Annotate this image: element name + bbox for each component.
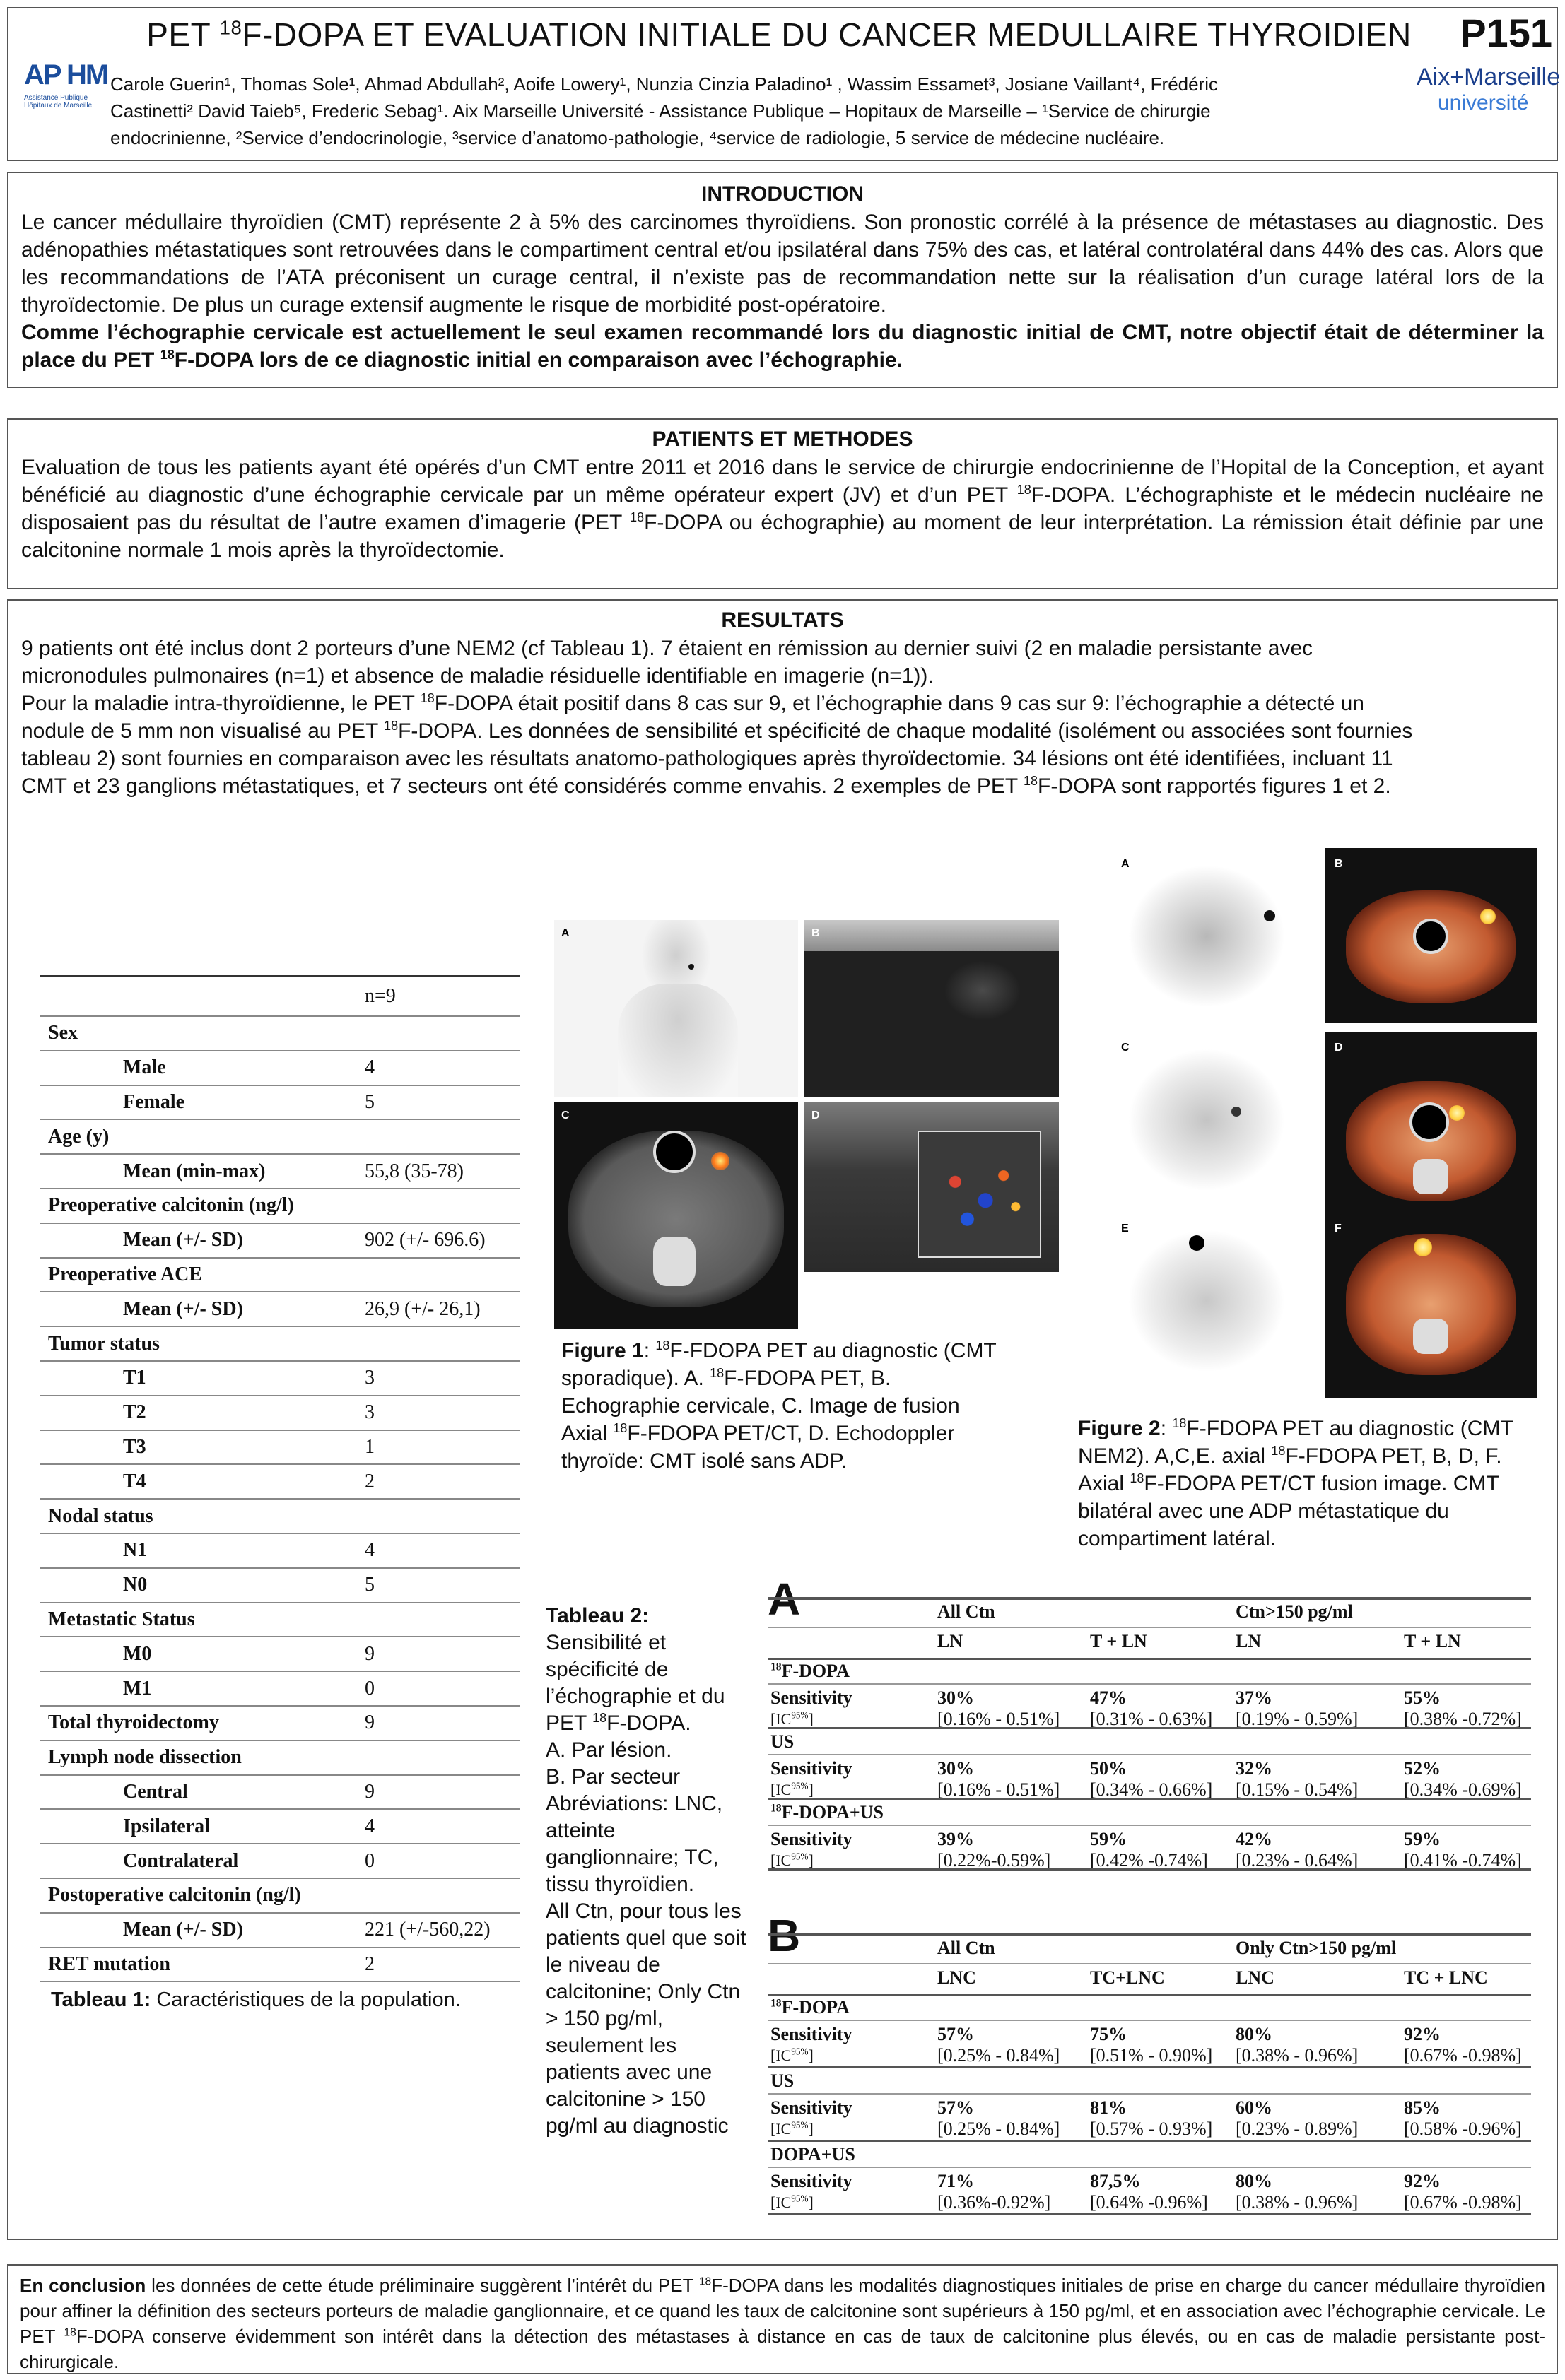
ci-value: [0.64% -0.96%] (1090, 2192, 1208, 2213)
table-row (40, 1637, 520, 1672)
figure-2-panel-e-pet (1111, 1213, 1302, 1389)
ci-value: [0.36%-0.92%] (937, 2192, 1051, 2213)
modality-label: US (770, 1731, 795, 1752)
conclusion-section: En conclusion les données de cette étude préliminaire suggèrent l’intérêt du PET $^{18}$F-DOPA dans les modalités diagnostiques initiales de prise en charge du cancer médullaire thyroïdien pour affiner la définition des secteurs porteurs de maladie ganglionnaire, et ce quand les taux de calcitonine sont supérieurs à 150 pg/ml, et en association avec l’échographie cervicale. Le PET $^{18}$F-DOPA conserve évidemment son intérêt dans la détection des métastases à distance en cas de taux de calcitonine plus élevés, ou en cas de maladie persistante post-chirurgicale. (7, 2264, 1558, 2374)
ci-value: [0.15% - 0.54%] (1236, 1779, 1359, 1800)
results-paragraph: 9 patients ont été inclus dont 2 porteurs d’une NEM2 (cf Tableau 1). 7 étaient en rémission au dernier suivi (2 en maladie persistante avec micronodules pulmonaires (n=1) et absence de maladie résiduelle identifiable en imagerie (n=1)). Pour la maladie intra-thyroïdienne, le PET $^{18}$F-DOPA était positif dans 8 cas sur 9, et l’échographie dans 9 cas sur 9: l’échographie a détecté un nodule de 5 mm non visualisé au PET $^{18}$F-DOPA. Les données de sensibilité et spécificité de chaque modalité (isolément ou associées sont fournies tableau 2) sont fournies en comparaison avec les résultats anatomo-pathologiques après thyroïdectomie. 34 lésions ont été identifiées, incluant 11 CMT et 23 ganglions métastatiques, et 7 secteurs ont été considérés comme envahis. 2 exemples de PET $^{18}$F-DOPA sont rapportés figures 1 et 2. (21, 637, 1413, 798)
row-value: 4 (365, 1056, 375, 1079)
conclusion-label: En conclusion (20, 2275, 146, 2296)
row-label: Metastatic Status (48, 1608, 195, 1630)
poster-id: P151 (1460, 11, 1552, 55)
row-label: Preoperative ACE (48, 1263, 202, 1285)
panel-label-a: A (1121, 858, 1130, 870)
methods-title: PATIENTS ET METHODES (652, 428, 913, 451)
row-value: 5 (365, 1090, 375, 1113)
sensitivity-value: 80% (1236, 2171, 1272, 2191)
table-letter: B (768, 1910, 801, 1961)
group-header: Only Ctn>150 pg/ml (1236, 1938, 1397, 1958)
ci-value: [0.67% -0.98%] (1404, 2192, 1522, 2213)
modality-label: $^{18}$F-DOPA (770, 1997, 850, 2017)
caption-line: A. Par lésion. (546, 1738, 672, 1762)
sensitivity-value: 37% (1236, 1687, 1272, 1708)
sensitivity-value: 50% (1090, 1758, 1127, 1779)
row-value: 3 (365, 1367, 375, 1389)
ci-value: [0.19% - 0.59%] (1236, 1709, 1359, 1729)
table-row (40, 1189, 520, 1224)
panel-label-b: B (811, 927, 820, 939)
table-row (40, 1327, 520, 1362)
row-value: 3 (365, 1401, 375, 1424)
panel-label-d: D (811, 1109, 820, 1121)
caption-line: tissu thyroïdien. (546, 1873, 695, 1896)
group-header: All Ctn (937, 1601, 995, 1622)
modality-label: $^{18}$F-DOPA+US (770, 1802, 884, 1822)
table-letter: A (768, 1574, 801, 1625)
figure-2-panel-a-pet (1111, 848, 1302, 1025)
table-row (40, 1948, 520, 1983)
row-label: Mean (+/- SD) (123, 1297, 243, 1320)
row-label: Mean (+/- SD) (123, 1229, 243, 1251)
row-label: Lymph node dissection (48, 1746, 242, 1769)
ci-value: [0.16% - 0.51%] (937, 1779, 1060, 1800)
caption-label: Tableau 2: (546, 1604, 650, 1627)
table-row (40, 1810, 520, 1844)
sensitivity-value: 52% (1404, 1758, 1441, 1779)
row-value: 0 (365, 1849, 375, 1872)
figure-2-panel-f-fusion (1325, 1213, 1537, 1398)
table-2a-by-lesion (768, 1574, 1531, 1873)
row-value: 9 (365, 1712, 375, 1734)
ci-value: [0.34% - 0.66%] (1090, 1779, 1213, 1800)
sensitivity-value: 59% (1090, 1829, 1127, 1849)
row-label: Preoperative calcitonin (ng/l) (48, 1194, 294, 1217)
methods-paragraph: Evaluation de tous les patients ayant été opérés d’un CMT entre 2011 et 2016 dans le service de chirurgie endocrinienne de l’Hopital de la Conception, et ayant bénéficié au diagnostic d’une échographie cervicale par un même opérateur expert (JV) et d’un PET $^{18}$F-DOPA. L’échographiste et le médecin nucléaire ne disposaient pas du résultat de l’autre examen d’imagerie (PET $^{18}$F-DOPA ou échographie) au moment de leur interprétation. La rémission était définie par une calcitonine normale 1 mois après la thyroïdectomie. (21, 456, 1544, 562)
authors-line: Castinetti² David Taieb⁵, Frederic Sebag¹. Aix Marseille Université - Assistance Publique – Hopitaux de Marseille – ¹Service de chirurgie (110, 100, 1211, 122)
table-row (40, 1776, 520, 1810)
caption-line: patients quel que soit (546, 1926, 746, 1950)
table-row (40, 1017, 520, 1051)
methods-section (7, 418, 1558, 589)
row-label: Total thyroidectomy (48, 1712, 219, 1734)
introduction-title: INTRODUCTION (701, 182, 864, 206)
row-value: 4 (365, 1539, 375, 1562)
row-label: Sex (48, 1022, 78, 1044)
ci-value: [0.41% -0.74%] (1404, 1850, 1522, 1871)
introduction-objective: Comme l’échographie cervicale est actuellement le seul examen recommandé lors du diagnostic initial de CMT, notre objectif était de déterminer la place du PET $^{18}$F-DOPA lors de ce diagnostic initial en comparaison avec l’échographie. (21, 321, 1544, 372)
table-1-population (40, 975, 520, 1982)
row-label: N0 (123, 1574, 148, 1596)
caption-line: patients avec une (546, 2061, 713, 2084)
table-2b-by-sector (768, 1910, 1531, 2223)
sensitivity-value: 32% (1236, 1758, 1272, 1779)
figure-2-panel-c-pet (1111, 1032, 1302, 1208)
caption-line: Axial $^{18}$F-FDOPA PET/CT fusion image. CMT (1078, 1471, 1499, 1495)
column-header: LNC (1236, 1967, 1274, 1988)
ci-value: [0.23% - 0.64%] (1236, 1850, 1359, 1871)
sensitivity-value: 47% (1090, 1687, 1127, 1708)
caption-line: Sensibilité et (546, 1631, 667, 1654)
caption-line: Echographie cervicale, C. Image de fusion (561, 1394, 960, 1418)
ci-value: [0.38% - 0.96%] (1236, 2045, 1359, 2066)
ci-value: [0.38% - 0.96%] (1236, 2192, 1359, 2213)
caption-line: spécificité de (546, 1658, 669, 1681)
table-row (40, 1396, 520, 1431)
caption-line: l’échographie et du (546, 1685, 725, 1708)
column-header: TC+LNC (1090, 1967, 1165, 1988)
caption-line: thyroïde: CMT isolé sans ADP. (561, 1449, 848, 1473)
row-value: 1 (365, 1435, 375, 1458)
row-label: M0 (123, 1642, 152, 1665)
poster-header (7, 7, 1561, 161)
sensitivity-value: 30% (937, 1758, 974, 1779)
sensitivity-value: 92% (1404, 2171, 1441, 2191)
row-value: 26,9 (+/- 26,1) (365, 1297, 481, 1320)
row-label: T2 (123, 1401, 146, 1424)
table-row (40, 1844, 520, 1879)
row-value: 55,8 (35-78) (365, 1160, 464, 1182)
sensitivity-value: 59% (1404, 1829, 1441, 1849)
table-row (40, 1879, 520, 1914)
panel-label-d: D (1335, 1042, 1343, 1054)
authors-line: Carole Guerin¹, Thomas Sole¹, Ahmad Abdullah², Aoife Lowery¹, Nunzia Cinzia Paladino¹ , Wassim Essamet³, Josiane Vaillant⁴, Frédéric (110, 73, 1219, 95)
ci-value: [0.67% -0.98%] (1404, 2045, 1522, 2066)
ci-label: $[IC^{95\%}]$ (770, 2193, 814, 2211)
ci-value: [0.23% - 0.89%] (1236, 2119, 1359, 2139)
table-header-row: n=9 (40, 977, 520, 1017)
row-label: Mean (+/- SD) (123, 1919, 243, 1941)
table-row (40, 1672, 520, 1707)
caption-line: PET $^{18}$F-DOPA. (546, 1711, 691, 1735)
sensitivity-value: 71% (937, 2171, 974, 2191)
sensitivity-value: 30% (937, 1687, 974, 1708)
sensitivity-label: Sensitivity (770, 1687, 852, 1708)
sensitivity-label: Sensitivity (770, 2024, 852, 2044)
figure-1-panel-c-fusion (554, 1102, 798, 1329)
ci-value: [0.42% -0.74%] (1090, 1850, 1208, 1871)
row-value: 5 (365, 1574, 375, 1596)
results-title: RESULTATS (721, 608, 844, 632)
row-label: Contralateral (123, 1849, 239, 1872)
row-label: Postoperative calcitonin (ng/l) (48, 1884, 301, 1907)
sensitivity-label: Sensitivity (770, 2171, 852, 2191)
ci-label: $[IC^{95\%}]$ (770, 2046, 814, 2064)
aphm-logo: AP HM Assistance Publique Hôpitaux de Marseille (24, 59, 108, 110)
table-row (40, 1224, 520, 1259)
row-label: Male (123, 1056, 166, 1079)
caption-line: atteinte (546, 1819, 616, 1842)
table-row (40, 1120, 520, 1155)
panel-label-e: E (1121, 1223, 1129, 1235)
caption-line: le niveau de (546, 1953, 660, 1977)
row-value: 0 (365, 1677, 375, 1699)
ci-label: $[IC^{95\%}]$ (770, 2119, 814, 2138)
ci-value: [0.25% - 0.84%] (937, 2119, 1060, 2139)
panel-label-c: C (561, 1109, 570, 1121)
row-label: RET mutation (48, 1952, 170, 1975)
table-row (40, 1914, 520, 1948)
panel-label-c: C (1121, 1042, 1130, 1054)
column-header: LNC (937, 1967, 976, 1988)
ci-value: [0.58% -0.96%] (1404, 2119, 1522, 2139)
row-label: T3 (123, 1435, 146, 1458)
figure-1-panel-a-mip (554, 920, 798, 1097)
table-row (40, 1741, 520, 1776)
ci-label: $[IC^{95\%}]$ (770, 1851, 814, 1869)
figure-2-panel-b-fusion (1325, 848, 1537, 1023)
figure-2-panel-d-fusion (1325, 1032, 1537, 1215)
authors-line: endocrinienne, ²Service d’endocrinologie, ³service d’anatomo-pathologie, ⁴service de radiologie, 5 service de médecine nucléaire. (110, 127, 1165, 148)
row-label: T4 (123, 1470, 146, 1492)
sensitivity-label: Sensitivity (770, 2097, 852, 2118)
caption-line: All Ctn, pour tous les (546, 1899, 742, 1923)
row-label: T1 (123, 1367, 146, 1389)
modality-label: US (770, 2070, 795, 2091)
caption-line: Axial $^{18}$F-FDOPA PET/CT, D. Echodoppler (561, 1421, 955, 1445)
caption-line: > 150 pg/ml, (546, 2007, 663, 2030)
ci-label: $[IC^{95\%}]$ (770, 1780, 814, 1798)
column-header: T + LN (1404, 1631, 1461, 1651)
row-value: 4 (365, 1815, 375, 1837)
caption-line: Abréviations: LNC, (546, 1792, 723, 1815)
sensitivity-value: 57% (937, 2024, 974, 2044)
ci-value: [0.25% - 0.84%] (937, 2045, 1060, 2066)
panel-label-b: B (1335, 858, 1343, 870)
row-label: Age (y) (48, 1125, 110, 1148)
table-row (40, 1362, 520, 1396)
row-label: Female (123, 1090, 185, 1113)
amu-logo: Aix+Marseille université (1417, 64, 1561, 114)
authors-block (110, 71, 1411, 151)
figure-1-panel-b-ultrasound (804, 920, 1059, 1097)
caption-line: pg/ml au diagnostic (546, 2114, 729, 2138)
table-row (40, 1086, 520, 1121)
table-row (40, 1569, 520, 1603)
table-row (40, 1431, 520, 1466)
row-label: Tumor status (48, 1332, 160, 1355)
panel-label-f: F (1335, 1223, 1342, 1235)
row-label: Central (123, 1780, 188, 1803)
introduction-section (7, 172, 1558, 388)
row-label: Ipsilateral (123, 1815, 210, 1837)
table-1-caption: Tableau 1: Caractéristiques de la population. (51, 1989, 461, 2011)
caption-line: B. Par secteur (546, 1765, 681, 1789)
table-row (40, 1259, 520, 1293)
group-header: All Ctn (937, 1938, 995, 1958)
sensitivity-value: 60% (1236, 2097, 1272, 2118)
sensitivity-value: 57% (937, 2097, 974, 2118)
table-row (40, 1155, 520, 1189)
table-2-caption (546, 1603, 772, 2140)
sensitivity-value: 42% (1236, 1829, 1272, 1849)
row-value: 2 (365, 1952, 375, 1975)
row-label: Mean (min-max) (123, 1160, 266, 1182)
column-header: TC + LNC (1404, 1967, 1488, 1988)
table-row (40, 1707, 520, 1741)
ci-value: [0.22%-0.59%] (937, 1850, 1051, 1871)
row-value: 902 (+/- 696.6) (365, 1229, 486, 1251)
sensitivity-value: 39% (937, 1829, 974, 1849)
group-header: Ctn>150 pg/ml (1236, 1601, 1353, 1622)
ci-label: $[IC^{95\%}]$ (770, 1709, 814, 1728)
row-label: Nodal status (48, 1504, 153, 1527)
caption-line: calcitonine > 150 (546, 2087, 705, 2111)
row-value: 2 (365, 1470, 375, 1492)
caption-line: NEM2). A,C,E. axial $^{18}$F-FDOPA PET, B, D, F. (1078, 1444, 1502, 1468)
caption-line: seulement les (546, 2034, 677, 2057)
caption-line: ganglionnaire; TC, (546, 1846, 719, 1869)
caption-line: Figure 2: $^{18}$F-FDOPA PET au diagnostic (CMT (1078, 1416, 1513, 1440)
figure-1-panel-d-doppler (804, 1102, 1059, 1272)
modality-label: DOPA+US (770, 2144, 855, 2164)
column-header: LN (1236, 1631, 1262, 1651)
ci-value: [0.57% - 0.93%] (1090, 2119, 1213, 2139)
modality-label: $^{18}$F-DOPA (770, 1661, 850, 1681)
sensitivity-value: 85% (1404, 2097, 1441, 2118)
table-row (40, 1534, 520, 1569)
sensitivity-value: 80% (1236, 2024, 1272, 2044)
ci-value: [0.31% - 0.63%] (1090, 1709, 1213, 1729)
table-row (40, 1500, 520, 1534)
ci-value: [0.34% -0.69%] (1404, 1779, 1522, 1800)
table-row (40, 1465, 520, 1500)
poster-title: PET $^{18}$F-DOPA ET EVALUATION INITIALE DU CANCER MEDULLAIRE THYROIDIEN (146, 16, 1412, 53)
sensitivity-value: 75% (1090, 2024, 1127, 2044)
table-row (40, 1292, 520, 1327)
row-value: 221 (+/-560,22) (365, 1919, 491, 1941)
table-row (40, 1051, 520, 1086)
column-header: LN (937, 1631, 963, 1651)
caption-line: calcitonine; Only Ctn (546, 1980, 741, 2003)
sensitivity-value: 87,5% (1090, 2171, 1141, 2191)
row-label: M1 (123, 1677, 152, 1699)
row-label: N1 (123, 1539, 148, 1562)
sensitivity-value: 55% (1404, 1687, 1441, 1708)
row-value: 9 (365, 1642, 375, 1665)
row-value: 9 (365, 1780, 375, 1803)
caption-line: bilatéral avec une ADP métastatique du (1078, 1500, 1449, 1523)
caption-line: Figure 1: $^{18}$F-FDOPA PET au diagnostic (CMT (561, 1338, 997, 1362)
ci-value: [0.16% - 0.51%] (937, 1709, 1060, 1729)
sensitivity-value: 92% (1404, 2024, 1441, 2044)
ci-value: [0.38% -0.72%] (1404, 1709, 1522, 1729)
caption-line: compartiment latéral. (1078, 1527, 1277, 1550)
panel-label-a: A (561, 927, 570, 939)
sensitivity-label: Sensitivity (770, 1758, 852, 1779)
table-row (40, 1603, 520, 1638)
sensitivity-label: Sensitivity (770, 1829, 852, 1849)
introduction-paragraph: Le cancer médullaire thyroïdien (CMT) représente 2 à 5% des carcinomes thyroïdiens. Son pronostic corrélé à la présence de métastases au diagnostic. Des adénopathies métastatiques sont retrouvées dans le compartiment central et/ou ipsilatéral dans 75% des cas, et latéral controlatéral dans 44% des cas. Alors que les recommandations de l’ATA préconisent un curage central, il n’existe pas de recommandation nette sur la réalisation d’un curage latéral lors de la thyroïdectomie. De plus un curage extensif augmente le risque de morbidité post-opératoire. (21, 211, 1544, 317)
sensitivity-value: 81% (1090, 2097, 1127, 2118)
caption-line: sporadique). A. $^{18}$F-FDOPA PET, B. (561, 1366, 891, 1390)
ci-value: [0.51% - 0.90%] (1090, 2045, 1213, 2066)
column-header: T + LN (1090, 1631, 1147, 1651)
figure-1-caption (561, 1337, 1056, 1475)
figure-2-caption (1078, 1415, 1559, 1553)
